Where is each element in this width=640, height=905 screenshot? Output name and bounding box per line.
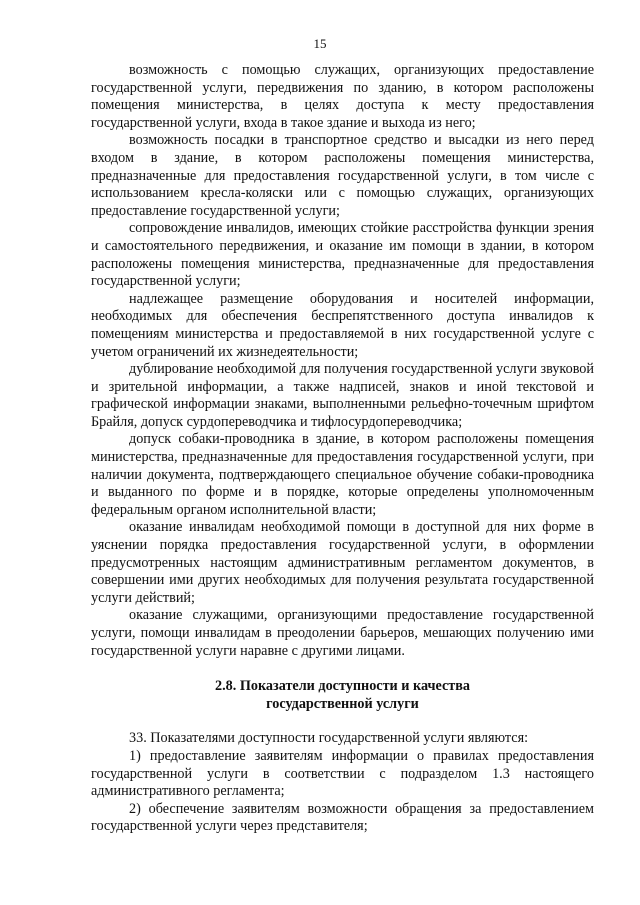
section-heading [91,678,594,713]
paragraph: 2) обеспечение заявителям возможности обращения за предоставлением государственной услуги через представителя; [91,800,594,835]
paragraph: возможность посадки в транспортное средство и высадки из него перед входом в здание, в котором расположены помещения министерства, предназначенные для предоставления государственной услуги, в том числе с использованием кресла-коляски или с помощью служащих, организующих предоставление государственной услуги; [91,132,594,219]
paragraph: 1) предоставление заявителям информации о правилах предоставления государственной услуги в соответствии с подразделом 1.3 настоящего административного регламента; [91,747,594,800]
paragraph: допуск собаки-проводника в здание, в котором расположены помещения министерства, предназначенные для предоставления государственной услуги, при наличии документа, подтверждающего специальное обучение собаки-проводника и выданного по форме и в порядке, которые определены уполномоченным федеральным органом исполнительной власти; [91,431,594,518]
document-body [91,62,594,836]
paragraph: оказание инвалидам необходимой помощи в доступной для них форме в уяснении порядка предоставления государственной услуги, в оформлении предусмотренных настоящим административным регламентом документов, в совершении ими других необходимых для получения результата государственной услуги действий; [91,519,594,606]
paragraph: надлежащее размещение оборудования и носителей информации, необходимых для обеспечения беспрепятственного доступа инвалидов к помещениям министерства и предоставляемой в них государственной услуге с учетом ограничений их жизнедеятельности; [91,290,594,360]
section-heading-line: государственной услуги [266,695,419,712]
page-number: 15 [313,36,327,51]
paragraph: дублирование необходимой для получения государственной услуги звуковой и зрительной информации, а также надписей, знаков и иной текстовой и графической информации знаками, выполненными рельефно-точечным шрифтом Брайля, допуск сурдопереводчика и тифлосурдопереводчика; [91,361,594,430]
paragraph: возможность с помощью служащих, организующих предоставление государственной услуги, передвижения по зданию, в котором расположены помещения министерства, в целях доступа к месту предоставления государственной услуги, входа в такое здание и выхода из него; [91,62,594,131]
section-heading-line: 2.8. Показатели доступности и качества [215,678,470,695]
paragraph: сопровождение инвалидов, имеющих стойкие расстройства функции зрения и самостоятельного передвижения, и оказание им помощи в здании, в котором расположены помещения министерства, предназначенные для предоставления государственной услуги; [91,220,594,290]
paragraph: 33. Показателями доступности государственной услуги являются: [129,730,529,747]
paragraph: оказание служащими, организующими предоставление государственной услуги, помощи инвалидам в преодолении барьеров, мешающих получению ими государственной услуги наравне с другими лицами. [91,607,594,659]
